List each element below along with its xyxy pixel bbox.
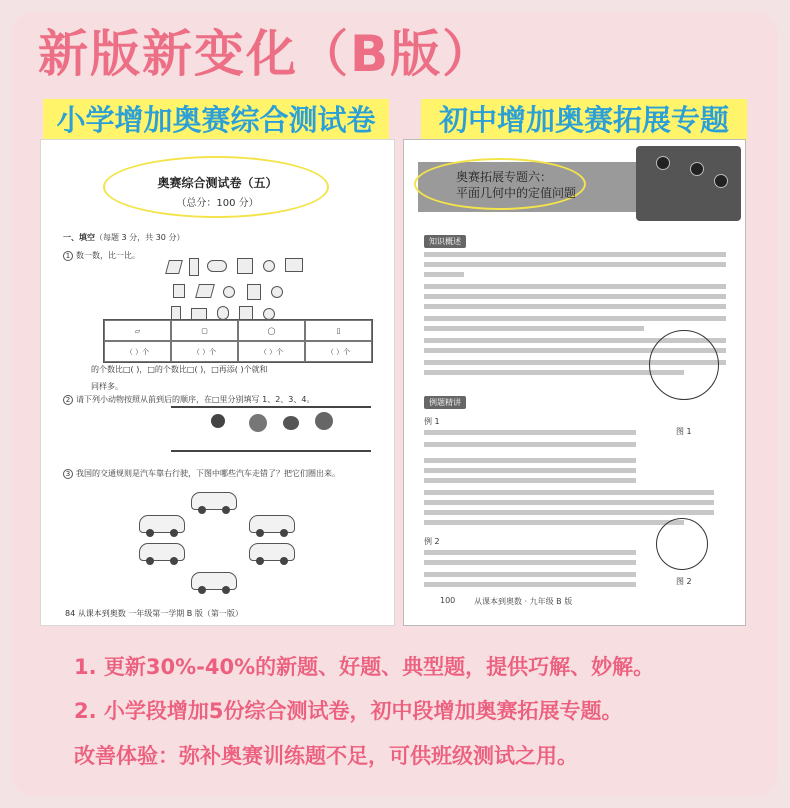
exam-title: 奥赛综合测试卷（五） bbox=[157, 176, 278, 190]
example-2-label: 例 2 bbox=[424, 537, 440, 546]
table-cell-blank: （ ）个 bbox=[104, 341, 171, 362]
question-1: 1 数一数，比一比。 bbox=[63, 250, 140, 261]
question-1-line-1: 的个数比□( )，□的个数比□( )，□再添( )个就和 bbox=[91, 365, 268, 374]
table-cell-icon: ◯ bbox=[238, 320, 305, 341]
question-2: 2 请下列小动物按照从前到后的顺序，在□里分别填写 1、2、3、4。 bbox=[63, 394, 314, 405]
animal-fence-illustration bbox=[171, 406, 371, 452]
topic-banner-subtitle: 平面几何中的定值问题 bbox=[456, 186, 577, 200]
figure-1-label: 图 1 bbox=[676, 427, 692, 436]
example-1-label: 例 1 bbox=[424, 417, 440, 426]
table-cell-icon: ▯ bbox=[305, 320, 372, 341]
question-3: 3 我国的交通规则是汽车靠右行驶，下图中哪些汽车走错了？把它们圈出来。 bbox=[63, 468, 340, 479]
feature-bullet-2: 2. 小学段增加5份综合测试卷，初中段增加奥赛拓展专题。 bbox=[74, 699, 623, 723]
primary-exam-page-preview bbox=[40, 139, 395, 626]
geometry-figure-1 bbox=[649, 330, 719, 400]
table-cell-blank: （ ）个 bbox=[238, 341, 305, 362]
topic-banner-title: 奥赛拓展专题六： bbox=[456, 170, 553, 184]
students-illustration bbox=[636, 146, 741, 221]
table-cell-blank: （ ）个 bbox=[171, 341, 238, 362]
table-cell-icon: ▱ bbox=[104, 320, 171, 341]
feature-bullet-1: 1. 更新30%-40%的新题、好题、典型题，提供巧解、妙解。 bbox=[74, 655, 655, 679]
primary-school-label: 小学增加奥赛综合测试卷 bbox=[43, 99, 389, 141]
count-table bbox=[103, 319, 373, 363]
page-number: 100 bbox=[440, 596, 456, 605]
figure-2-label: 图 2 bbox=[676, 577, 692, 586]
page-title: 新版新变化（B版） bbox=[38, 25, 495, 83]
table-cell-icon: ▢ bbox=[171, 320, 238, 341]
knowledge-overview-tag: 知识概述 bbox=[424, 235, 466, 248]
page-footer: 84 从课本到奥数 一年级第一学期 B 版（第一版） bbox=[65, 609, 243, 618]
feature-bullet-3: 改善体验：弥补奥赛训练题不足，可供班级测试之用。 bbox=[74, 744, 578, 768]
question-1-line-2: 同样多。 bbox=[91, 382, 123, 391]
examples-tag: 例题精讲 bbox=[424, 396, 466, 409]
junior-school-label: 初中增加奥赛拓展专题 bbox=[421, 99, 747, 141]
exam-score: （总分：100 分） bbox=[176, 198, 259, 209]
geometry-figure-2 bbox=[656, 518, 708, 570]
table-cell-blank: （ ）个 bbox=[305, 341, 372, 362]
page-footer: 从课本到奥数 · 九年级 B 版 bbox=[474, 597, 573, 606]
junior-topic-page-preview bbox=[403, 139, 746, 626]
section-heading: 一、填空（每题 3 分，共 30 分） bbox=[63, 233, 185, 242]
